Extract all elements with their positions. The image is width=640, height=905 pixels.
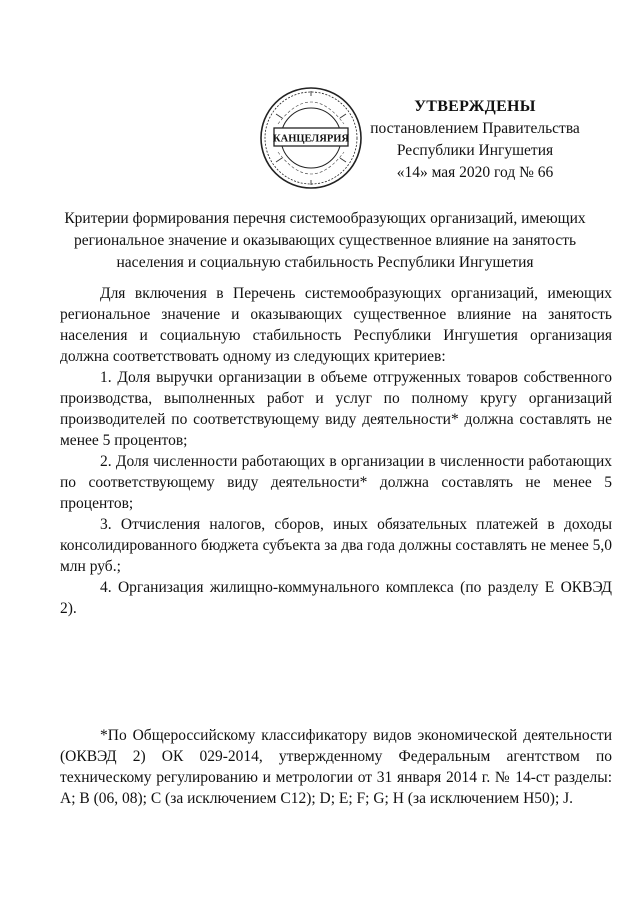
document-body	[60, 283, 612, 619]
criterion-item: 4. Организация жилищно-коммунального комплекса (по разделу Е ОКВЭД 2).	[60, 579, 612, 617]
criterion-item: 3. Отчисления налогов, сборов, иных обязательных платежей в доходы консолидированного бюджета субъекта за два года должны составлять не менее 5,0 млн руб.;	[60, 516, 612, 575]
criterion-item: 1. Доля выручки организации в объеме отгруженных товаров собственного производства, выполненных работ и услуг по полному кругу организаций производителей по соответствующему виду деятельности* должна составлять не менее 5 процентов;	[60, 369, 612, 449]
stamp-center-text: КАНЦЕЛЯРИЯ	[273, 133, 349, 145]
approval-heading: УТВЕРЖДЕНЫ	[414, 98, 536, 115]
approval-block	[360, 96, 590, 184]
document-title: Критерии формирования перечня системообразующих организаций, имеющих региональное значение и оказывающих существенное влияние на занятость населения и социальную стабильность Республики Ингушетия	[64, 210, 586, 271]
approval-line: постановлением Правительства	[370, 120, 580, 137]
criterion-item: 2. Доля численности работающих в организации в численности работающих по соответствующему виду деятельности* должна составлять не менее 5 процентов;	[60, 453, 612, 512]
intro-paragraph: Для включения в Перечень системообразующих организаций, имеющих региональное значение и оказывающих существенное влияние на занятость населения и социальную стабильность Республики Ингушетия организация должна соответствовать одному из следующих критериев:	[60, 285, 612, 365]
footnote: *По Общероссийскому классификатору видов экономической деятельности (ОКВЭД 2) ОК 029-2014, утвержденному Федеральным агентством по техническому регулированию и метрологии от 31 января 2014 г. № 14-ст разделы: А; В (06, 08); С (за исключением С12); D; Е; F; G; Н (за исключением Н50); J.	[60, 727, 612, 807]
approval-line: Республики Ингушетия	[396, 142, 554, 159]
office-stamp	[256, 84, 366, 192]
approval-line: «14» мая 2020 год № 66	[396, 164, 554, 181]
